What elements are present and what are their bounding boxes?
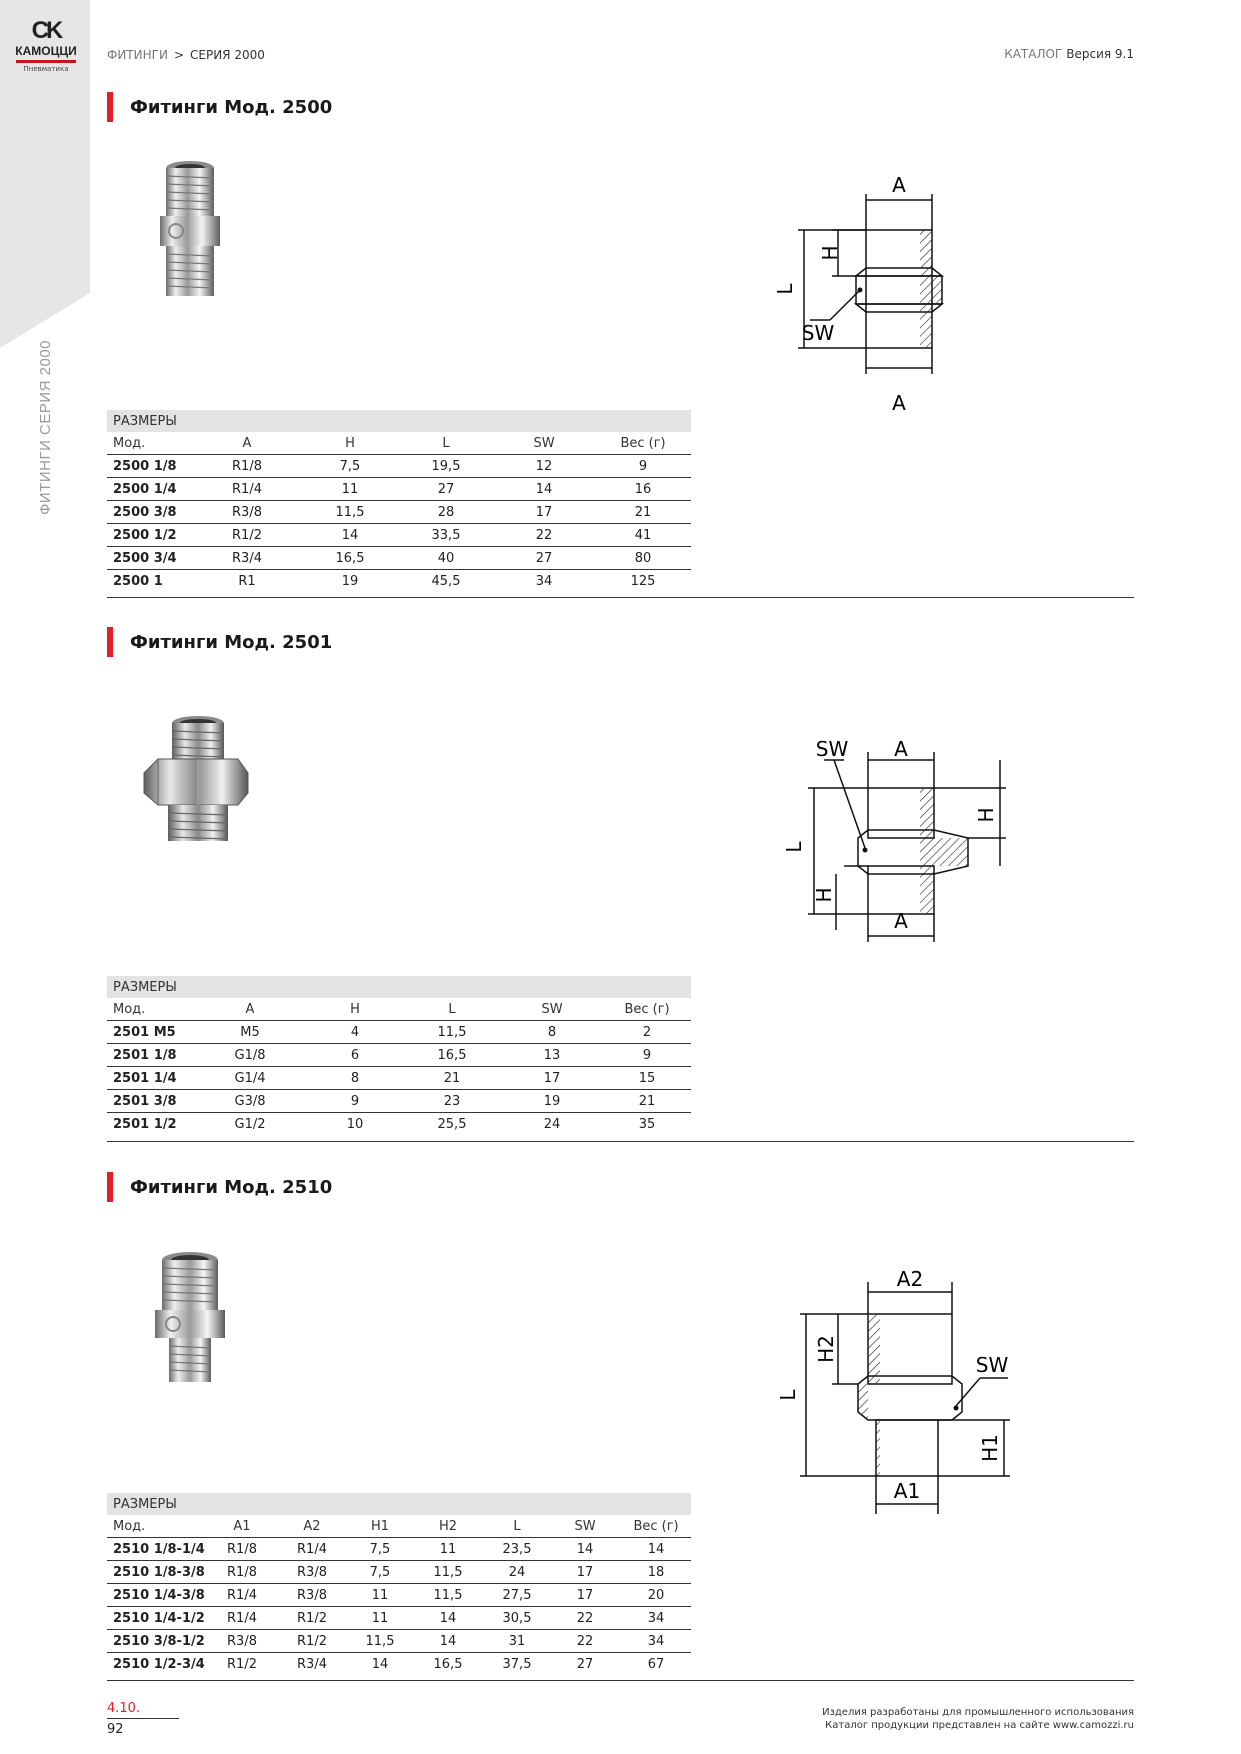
camozzi-logo xyxy=(10,17,82,73)
table-row xyxy=(107,524,691,547)
table-cell: 23,5 xyxy=(479,1538,549,1561)
table-cell: 2501 M5 xyxy=(107,1021,187,1044)
table-cell: 2500 1/4 xyxy=(107,478,187,501)
footer-section-number: 4.10. xyxy=(107,1701,179,1719)
table-cell: 35 xyxy=(638,1116,656,1132)
section-divider xyxy=(107,1141,1134,1142)
table-cell: 2501 1/4 xyxy=(107,1067,187,1090)
table-cell: 27 xyxy=(576,1656,594,1672)
table-row xyxy=(107,1607,691,1630)
table-cell: 31 xyxy=(479,1630,549,1653)
fitting-2510-drawing xyxy=(770,1268,1020,1523)
section-divider xyxy=(107,1680,1134,1681)
table-cell: 17 xyxy=(493,501,589,524)
table-cell: R1/8 xyxy=(203,1538,275,1561)
table-cell: 19 xyxy=(501,1090,597,1113)
col-header: Вес (г) xyxy=(615,1515,691,1538)
breadcrumb-separator: > xyxy=(173,48,184,62)
breadcrumb xyxy=(107,48,265,62)
table-cell: 2500 1 xyxy=(113,573,163,589)
table-cell: 30,5 xyxy=(479,1607,549,1630)
logo-subtitle: Пневматика xyxy=(23,65,69,73)
table-row xyxy=(107,1021,691,1044)
table-cell: G1/2 xyxy=(234,1116,266,1132)
dimensions-table-2500 xyxy=(107,410,691,592)
section-accent-bar xyxy=(107,627,113,657)
table-cell: 67 xyxy=(647,1656,665,1672)
table-cell: 24 xyxy=(479,1561,549,1584)
logo-name: КАМОЦЦИ xyxy=(15,44,77,58)
col-header: A xyxy=(187,432,301,455)
col-header: Вес (г) xyxy=(597,998,691,1021)
dim-label-sw: SW xyxy=(975,1353,1009,1377)
table-cell: R3/4 xyxy=(297,1656,327,1672)
table-cell: 12 xyxy=(493,455,589,478)
table-row xyxy=(107,1584,691,1607)
section-title-text: Фитинги Мод. 2510 xyxy=(130,1176,333,1198)
fitting-2510-photo xyxy=(145,1250,235,1395)
col-header: L xyxy=(479,1515,549,1538)
table-cell: 80 xyxy=(589,547,691,570)
table-cell: 7,5 xyxy=(301,455,393,478)
table-row xyxy=(107,570,691,593)
dim-label-a-bottom: A xyxy=(894,909,908,933)
table-cell: R3/8 xyxy=(275,1561,343,1584)
table-cell: 34 xyxy=(615,1607,691,1630)
table-cell: 27,5 xyxy=(479,1584,549,1607)
table-cell: R1/2 xyxy=(275,1607,343,1630)
table-cell: 25,5 xyxy=(437,1116,467,1132)
table-cell: 14 xyxy=(493,478,589,501)
dim-label-h2: H2 xyxy=(814,1335,838,1363)
table-cell: 10 xyxy=(346,1116,364,1132)
table-cell: 11,5 xyxy=(301,501,393,524)
table-cell: 13 xyxy=(501,1044,597,1067)
table-caption: РАЗМЕРЫ xyxy=(107,410,691,432)
footer-note xyxy=(822,1706,1134,1732)
table-cell: 2510 1/4-1/2 xyxy=(107,1607,203,1630)
table-cell: M5 xyxy=(187,1021,307,1044)
fitting-2500-drawing xyxy=(770,172,980,422)
col-header: Мод. xyxy=(107,1515,203,1538)
table-cell: 2510 1/8-3/8 xyxy=(107,1561,203,1584)
dim-label-l: L xyxy=(773,283,797,295)
table-row xyxy=(107,1044,691,1067)
table-row xyxy=(107,455,691,478)
table-cell: 28 xyxy=(393,501,493,524)
col-header: H xyxy=(301,432,393,455)
dim-label-sw: SW xyxy=(815,737,849,761)
table-cell: 17 xyxy=(549,1584,615,1607)
section-accent-bar xyxy=(107,92,113,122)
table-cell: R3/8 xyxy=(275,1584,343,1607)
table-cell: 11 xyxy=(343,1584,411,1607)
footer-page-number: 92 xyxy=(107,1722,124,1737)
table-cell: G1/8 xyxy=(187,1044,307,1067)
table-cell: 19,5 xyxy=(393,455,493,478)
table-row xyxy=(107,1561,691,1584)
table-cell: R1/8 xyxy=(203,1561,275,1584)
table-row xyxy=(107,547,691,570)
logo-mark: CK xyxy=(31,17,61,44)
footer-page-info xyxy=(107,1701,179,1737)
footer-note-line1: Изделия разработаны для промышленного использования xyxy=(822,1707,1134,1718)
table-cell: R1 xyxy=(238,573,256,589)
catalog-version xyxy=(1004,47,1134,61)
table-cell: 14 xyxy=(411,1630,479,1653)
table-cell: 18 xyxy=(615,1561,691,1584)
catalog-label: КАТАЛОГ xyxy=(1004,47,1063,61)
col-header: H1 xyxy=(343,1515,411,1538)
dim-label-h1: H1 xyxy=(978,1434,1002,1462)
table-row xyxy=(107,1067,691,1090)
breadcrumb-parent[interactable]: ФИТИНГИ xyxy=(107,48,168,62)
table-cell: 14 xyxy=(615,1538,691,1561)
table-cell: R3/8 xyxy=(203,1630,275,1653)
table-cell: 20 xyxy=(615,1584,691,1607)
table-cell: 40 xyxy=(393,547,493,570)
table-cell: 21 xyxy=(597,1090,691,1113)
section-title-text: Фитинги Мод. 2501 xyxy=(130,631,333,653)
col-header: L xyxy=(397,998,501,1021)
logo-red-bar xyxy=(16,60,76,63)
table-cell: 24 xyxy=(543,1116,561,1132)
table-cell: 34 xyxy=(535,573,553,589)
dimensions-table-2501 xyxy=(107,976,691,1135)
table-cell: 2510 3/8-1/2 xyxy=(107,1630,203,1653)
table-cell: 2 xyxy=(597,1021,691,1044)
col-header: H xyxy=(307,998,397,1021)
section-divider xyxy=(107,597,1134,598)
table-cell: G1/4 xyxy=(187,1067,307,1090)
col-header: A xyxy=(187,998,307,1021)
dim-label-h-left: H xyxy=(812,887,836,903)
col-header: A2 xyxy=(275,1515,343,1538)
table-cell: 2501 1/8 xyxy=(107,1044,187,1067)
table-cell: R1/4 xyxy=(203,1607,275,1630)
table-cell: 2510 1/8-1/4 xyxy=(107,1538,203,1561)
fitting-2501-photo xyxy=(140,715,250,845)
col-header: A1 xyxy=(203,1515,275,1538)
table-cell: 16,5 xyxy=(301,547,393,570)
table-cell: 21 xyxy=(397,1067,501,1090)
section-title-text: Фитинги Мод. 2500 xyxy=(130,96,333,118)
fitting-2500-photo xyxy=(150,158,230,308)
table-cell: R1/2 xyxy=(187,524,301,547)
table-cell: 6 xyxy=(307,1044,397,1067)
dim-label-l: L xyxy=(776,1389,800,1401)
table-cell: 22 xyxy=(549,1630,615,1653)
section-title-2501 xyxy=(107,627,332,657)
dim-label-a2: A2 xyxy=(896,1268,924,1291)
dim-label-a-top: A xyxy=(892,173,906,197)
table-cell: 45,5 xyxy=(431,573,461,589)
table-row xyxy=(107,478,691,501)
side-section-label: ФИТИНГИ СЕРИЯ 2000 xyxy=(37,339,54,515)
table-cell: 14 xyxy=(411,1607,479,1630)
table-cell: 9 xyxy=(589,455,691,478)
table-row xyxy=(107,1653,691,1676)
table-cell: 11 xyxy=(411,1538,479,1561)
dim-label-h: H xyxy=(818,245,842,261)
table-cell: 2510 1/4-3/8 xyxy=(107,1584,203,1607)
table-cell: R1/4 xyxy=(275,1538,343,1561)
table-cell: R1/4 xyxy=(187,478,301,501)
table-cell: 16,5 xyxy=(433,1656,463,1672)
table-cell: 21 xyxy=(589,501,691,524)
breadcrumb-current: СЕРИЯ 2000 xyxy=(190,48,265,62)
table-cell: 37,5 xyxy=(502,1656,532,1672)
table-cell: 11 xyxy=(301,478,393,501)
table-cell: 23 xyxy=(397,1090,501,1113)
table-caption: РАЗМЕРЫ xyxy=(107,1493,691,1515)
table-cell: 7,5 xyxy=(343,1561,411,1584)
table-cell: 11 xyxy=(343,1607,411,1630)
table-cell: 11,5 xyxy=(411,1561,479,1584)
col-header: Мод. xyxy=(107,998,187,1021)
table-cell: 17 xyxy=(501,1067,597,1090)
table-cell: 2500 1/2 xyxy=(107,524,187,547)
table-cell: G3/8 xyxy=(187,1090,307,1113)
table-row xyxy=(107,1090,691,1113)
table-row xyxy=(107,1630,691,1653)
dimensions-table-2510 xyxy=(107,1493,691,1675)
col-header: Вес (г) xyxy=(589,432,691,455)
section-title-2510 xyxy=(107,1172,332,1202)
dim-label-a1: A1 xyxy=(893,1479,921,1503)
table-row xyxy=(107,1113,691,1136)
dim-label-h-right: H xyxy=(974,807,998,823)
footer-note-line2: Каталог продукции представлен на сайте www.camozzi.ru xyxy=(825,1720,1134,1731)
col-header: Мод. xyxy=(107,432,187,455)
table-cell: 2501 3/8 xyxy=(107,1090,187,1113)
table-cell: 11,5 xyxy=(411,1584,479,1607)
fitting-2501-drawing xyxy=(770,730,1020,950)
table-cell: 2510 1/2-3/4 xyxy=(113,1656,205,1672)
table-cell: 22 xyxy=(493,524,589,547)
section-title-2500 xyxy=(107,92,332,122)
table-cell: 125 xyxy=(630,573,656,589)
table-cell: 2501 1/2 xyxy=(113,1116,177,1132)
table-cell: 16 xyxy=(589,478,691,501)
table-cell: R1/2 xyxy=(275,1630,343,1653)
table-caption: РАЗМЕРЫ xyxy=(107,976,691,998)
version-label: Версия 9.1 xyxy=(1066,47,1134,61)
table-cell: 41 xyxy=(589,524,691,547)
table-cell: 9 xyxy=(307,1090,397,1113)
table-cell: 14 xyxy=(301,524,393,547)
table-cell: 11,5 xyxy=(397,1021,501,1044)
table-cell: 34 xyxy=(615,1630,691,1653)
table-cell: R1/8 xyxy=(187,455,301,478)
table-cell: 14 xyxy=(371,1656,389,1672)
dim-label-a-bottom: A xyxy=(892,391,906,415)
section-accent-bar xyxy=(107,1172,113,1202)
table-cell: 8 xyxy=(501,1021,597,1044)
table-cell: 11,5 xyxy=(343,1630,411,1653)
table-cell: 33,5 xyxy=(393,524,493,547)
col-header: SW xyxy=(501,998,597,1021)
table-cell: 27 xyxy=(393,478,493,501)
table-row xyxy=(107,501,691,524)
table-cell: 16,5 xyxy=(397,1044,501,1067)
table-cell: 19 xyxy=(341,573,359,589)
table-cell: 8 xyxy=(307,1067,397,1090)
col-header: L xyxy=(393,432,493,455)
table-cell: 2500 3/4 xyxy=(107,547,187,570)
col-header: SW xyxy=(493,432,589,455)
dim-label-l: L xyxy=(782,841,806,853)
table-cell: 9 xyxy=(597,1044,691,1067)
dim-label-a-top: A xyxy=(894,737,908,761)
table-row xyxy=(107,1538,691,1561)
table-cell: 2500 1/8 xyxy=(107,455,187,478)
col-header: H2 xyxy=(411,1515,479,1538)
table-cell: 22 xyxy=(549,1607,615,1630)
table-cell: R1/4 xyxy=(203,1584,275,1607)
dim-label-sw: SW xyxy=(801,321,835,345)
table-cell: R1/2 xyxy=(227,1656,257,1672)
table-cell: 2500 3/8 xyxy=(107,501,187,524)
table-cell: 4 xyxy=(307,1021,397,1044)
table-cell: R3/4 xyxy=(187,547,301,570)
table-cell: 17 xyxy=(549,1561,615,1584)
table-cell: 14 xyxy=(549,1538,615,1561)
col-header: SW xyxy=(549,1515,615,1538)
table-cell: R3/8 xyxy=(187,501,301,524)
table-cell: 7,5 xyxy=(343,1538,411,1561)
table-cell: 15 xyxy=(597,1067,691,1090)
table-cell: 27 xyxy=(493,547,589,570)
